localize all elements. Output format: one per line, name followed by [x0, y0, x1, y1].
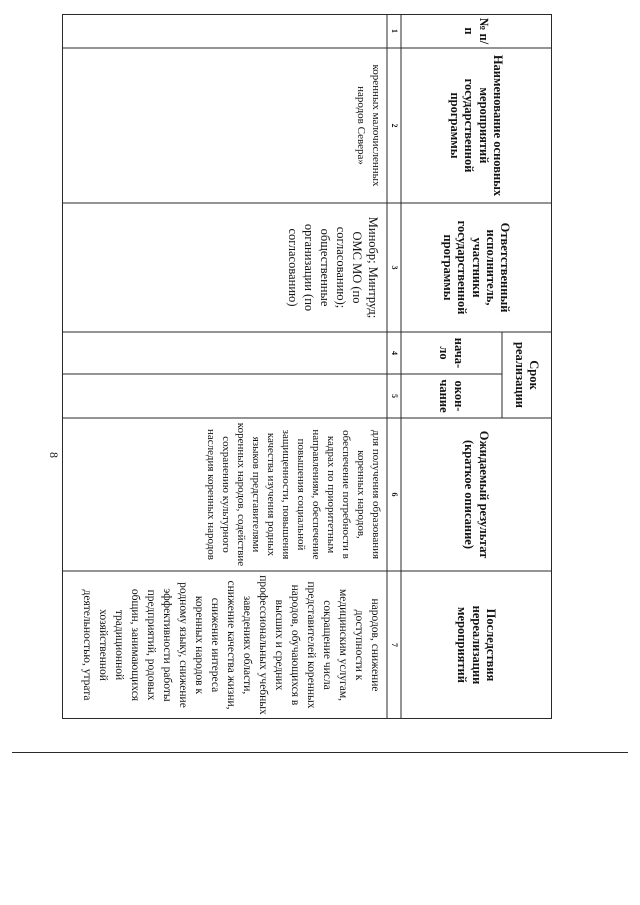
- header-executor: Ответственный исполнитель, участники государственной программы: [440, 220, 513, 315]
- column-number-5: 5: [389, 394, 399, 398]
- end-cell: [62, 374, 387, 418]
- consequences-cell: народов, снижение доступности к медицинским услугам, сокращение числа представителей коренных народов, обучающихся в высших и средних профессиональных учебных заведениях области, снижение качества жизни, снижение интереса коренных народов к родному языку, снижение эффективности работы предприятий, родовых общин, занимающихся традиционной хозяйственной деятельностью, утрата: [81, 575, 381, 715]
- column-number-6: 6: [389, 492, 399, 497]
- column-number-7: 7: [389, 643, 399, 647]
- header-expected-result: Ожидаемый результат (краткое описание): [462, 430, 491, 559]
- header-number: № п/п: [462, 17, 491, 45]
- header-term: Срок реализации: [513, 342, 542, 408]
- column-number-3: 3: [389, 265, 399, 270]
- row-number-cell: [62, 14, 387, 48]
- column-number-4: 4: [389, 351, 399, 355]
- start-cell: [62, 332, 387, 374]
- page-number: 8: [47, 452, 61, 458]
- header-start: нача-ло: [437, 337, 466, 369]
- page-divider-line: [12, 752, 628, 753]
- activity-name-cell: коренных малочисленных народов Севера»: [355, 64, 382, 187]
- rotated-table-sheet: [62, 14, 552, 719]
- header-end: окон-чание: [437, 379, 466, 413]
- column-number-2: 2: [389, 123, 399, 128]
- header-consequences: Последствия нереализации мероприятий: [455, 605, 499, 685]
- column-number-1: 1: [389, 29, 399, 33]
- header-activity-name: Наименование основных мероприятий государственной программы: [448, 54, 506, 197]
- executor-cell: Минобр; Минтруд; ОМС МО (по согласованию); общественные организации (по согласованию): [286, 216, 380, 319]
- expected-result-cell: для получения образования коренных народов, обеспечение потребности в кадрах по приоритетным направлениям, обеспечение повышения социальной защищенности, повышения качества изучения родных языков представителями коренных народов, содействие сохранению культурного наследия коренных народов: [205, 422, 382, 567]
